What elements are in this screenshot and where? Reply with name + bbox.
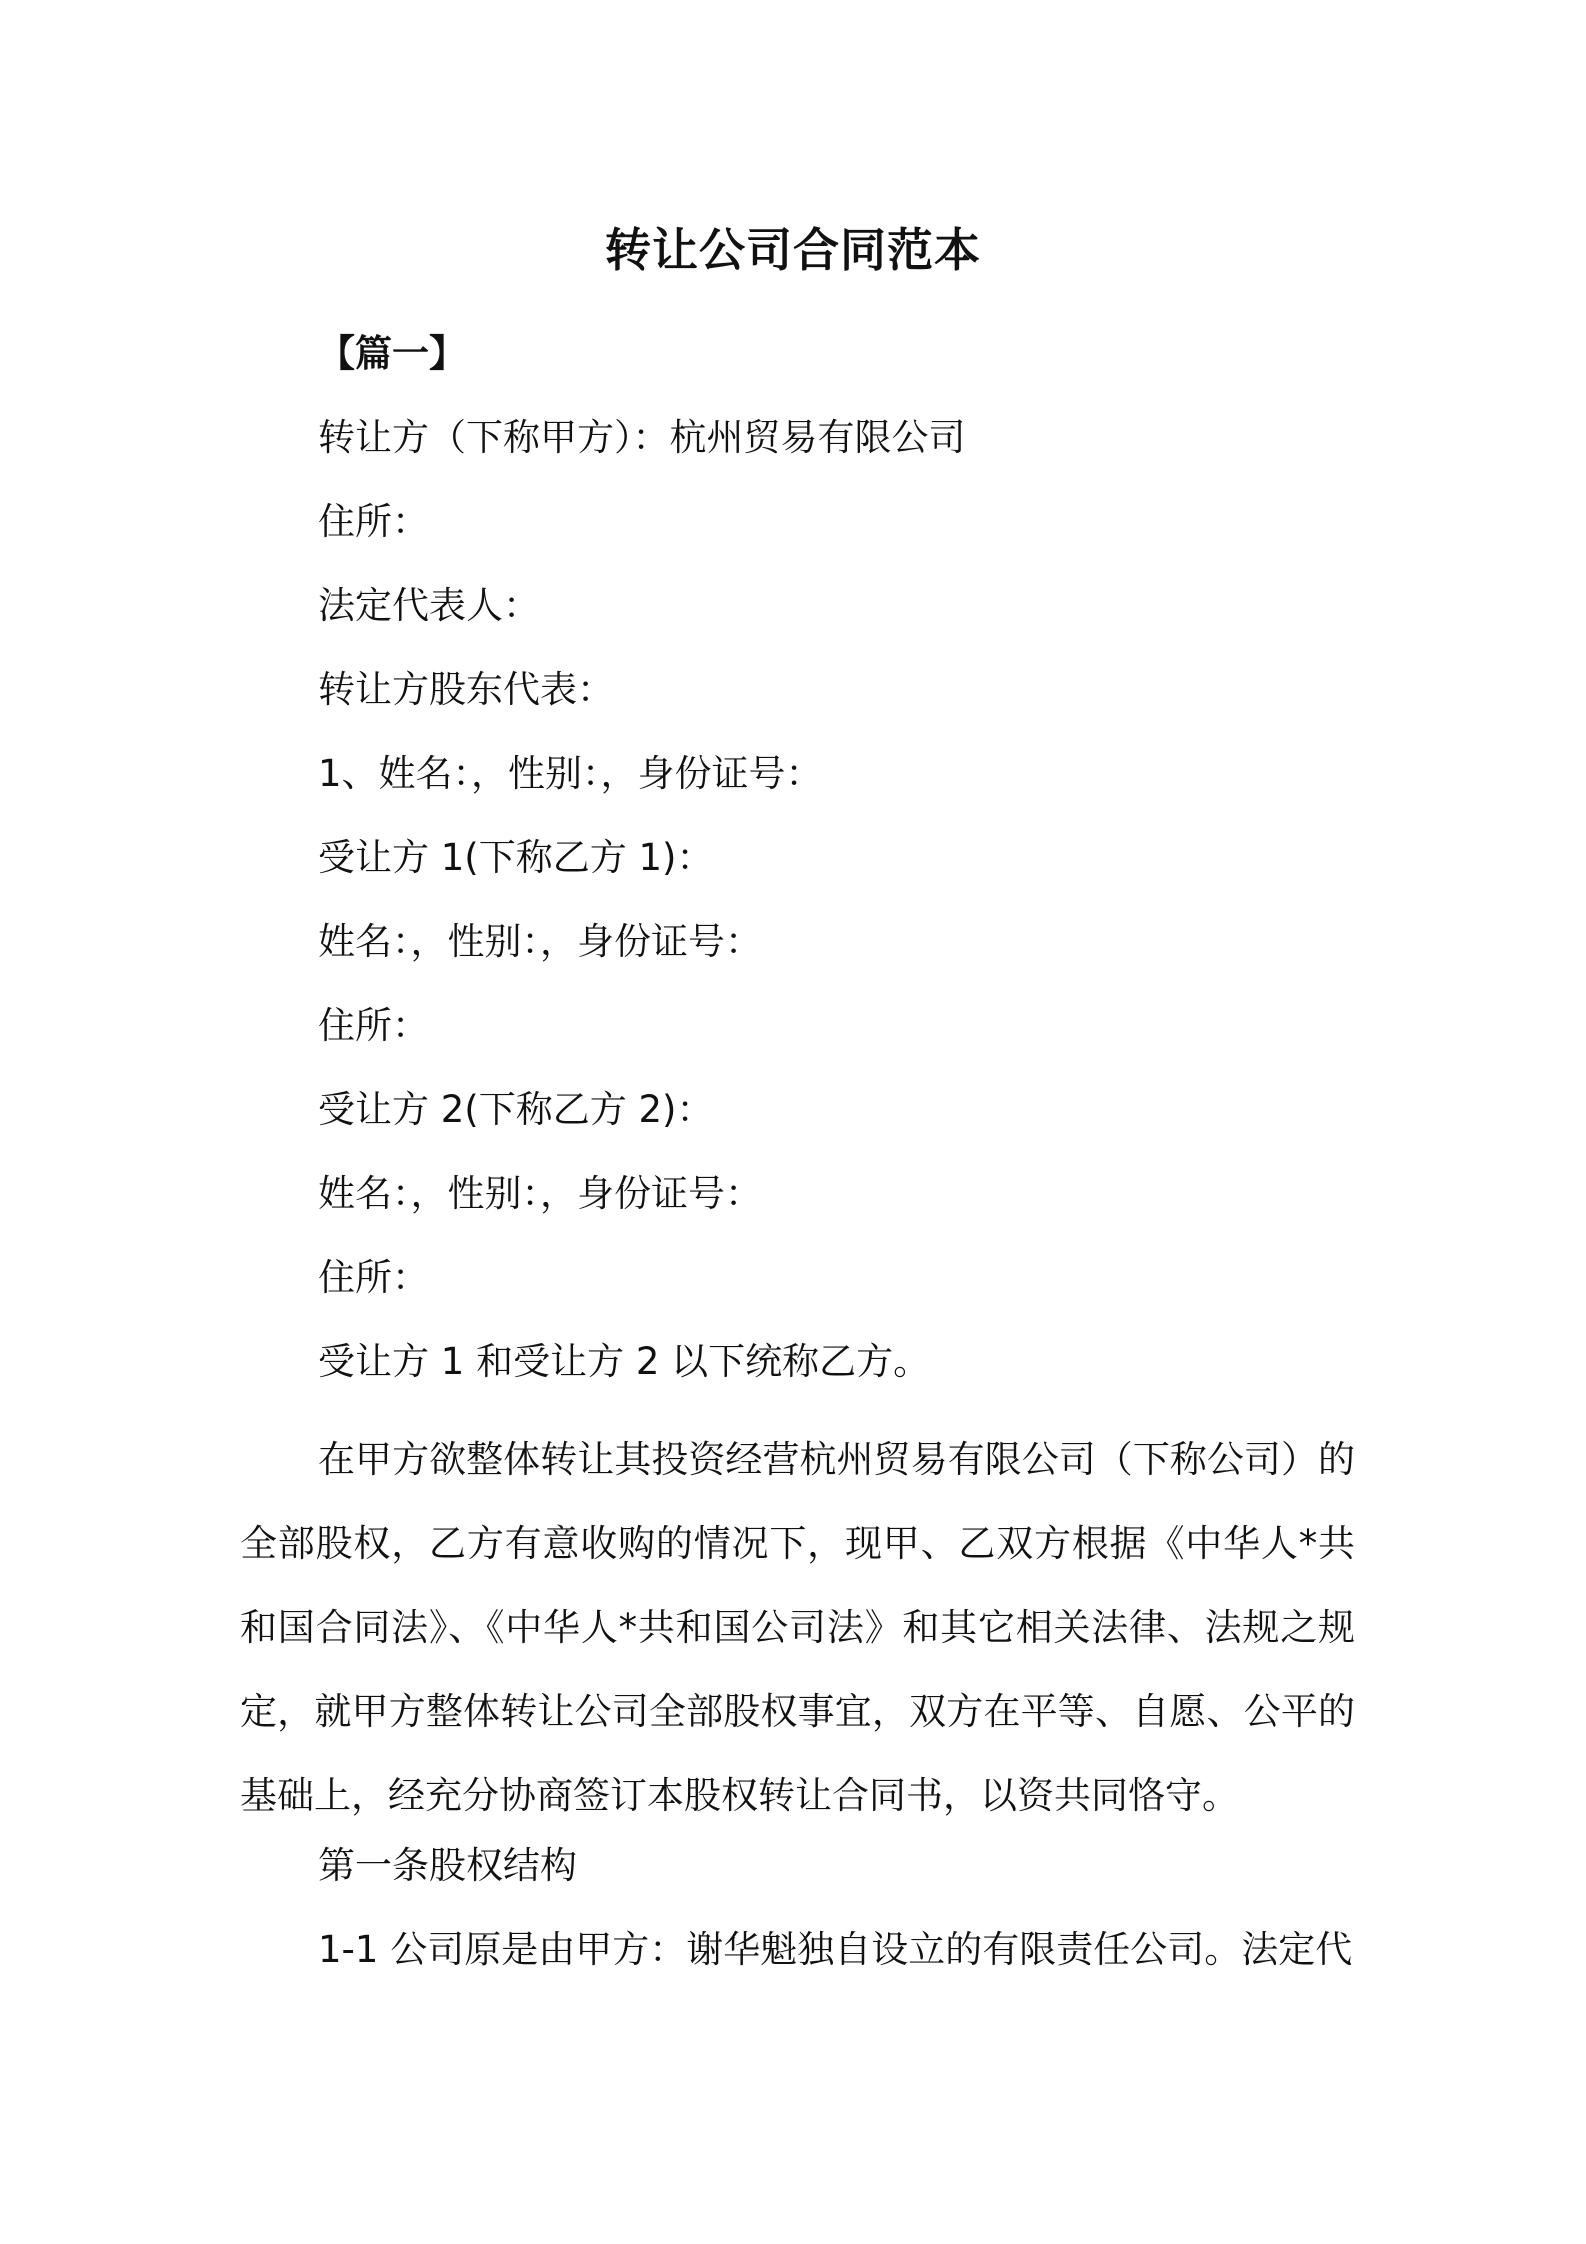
transferee-2-identity-line: 姓名：，性别：，身份证号： (318, 1172, 762, 1215)
article-clause-line: 1-1 公司原是由甲方：谢华魁独自设立的有限责任公司。法定代 (318, 1928, 1353, 1971)
article-heading: 第一条股权结构 (318, 1844, 577, 1887)
shareholder-representative-line: 转让方股东代表： (318, 668, 614, 711)
transferee-1-address-line: 住所： (318, 1004, 429, 1047)
transferee-1-identity-line: 姓名：，性别：，身份证号： (318, 920, 762, 963)
section-label: 【篇一】 (318, 332, 466, 375)
legal-representative-line: 法定代表人： (318, 584, 540, 627)
transferee-2-address-line: 住所： (318, 1256, 429, 1299)
transferees-summary-line: 受让方 1 和受让方 2 以下统称乙方。 (318, 1340, 931, 1383)
representative-identity-line: 1、姓名：，性别：，身份证号： (318, 752, 823, 795)
document-title: 转让公司合同范本 (605, 223, 981, 277)
transferor-address-line: 住所： (318, 500, 429, 543)
transferee-1-line: 受让方 1(下称乙方 1)： (318, 836, 714, 879)
transferee-2-line: 受让方 2(下称乙方 2)： (318, 1088, 714, 1131)
preamble-paragraph: 在甲方欲整体转让其投资经营杭州贸易有限公司（下称公司）的全部股权，乙方有意收购的情况下，现甲、乙双方根据《中华人*共和国合同法》、《中华人*共和国公司法》和其它相关法律、法规之规定，就甲方整体转让公司全部股权事宜，双方在平等、自愿、公平的基础上，经充分协商签订本股权转让合同书，以资共同恪守。 (240, 1438, 1355, 1817)
transferor-line: 转让方（下称甲方）：杭州贸易有限公司 (318, 416, 966, 459)
